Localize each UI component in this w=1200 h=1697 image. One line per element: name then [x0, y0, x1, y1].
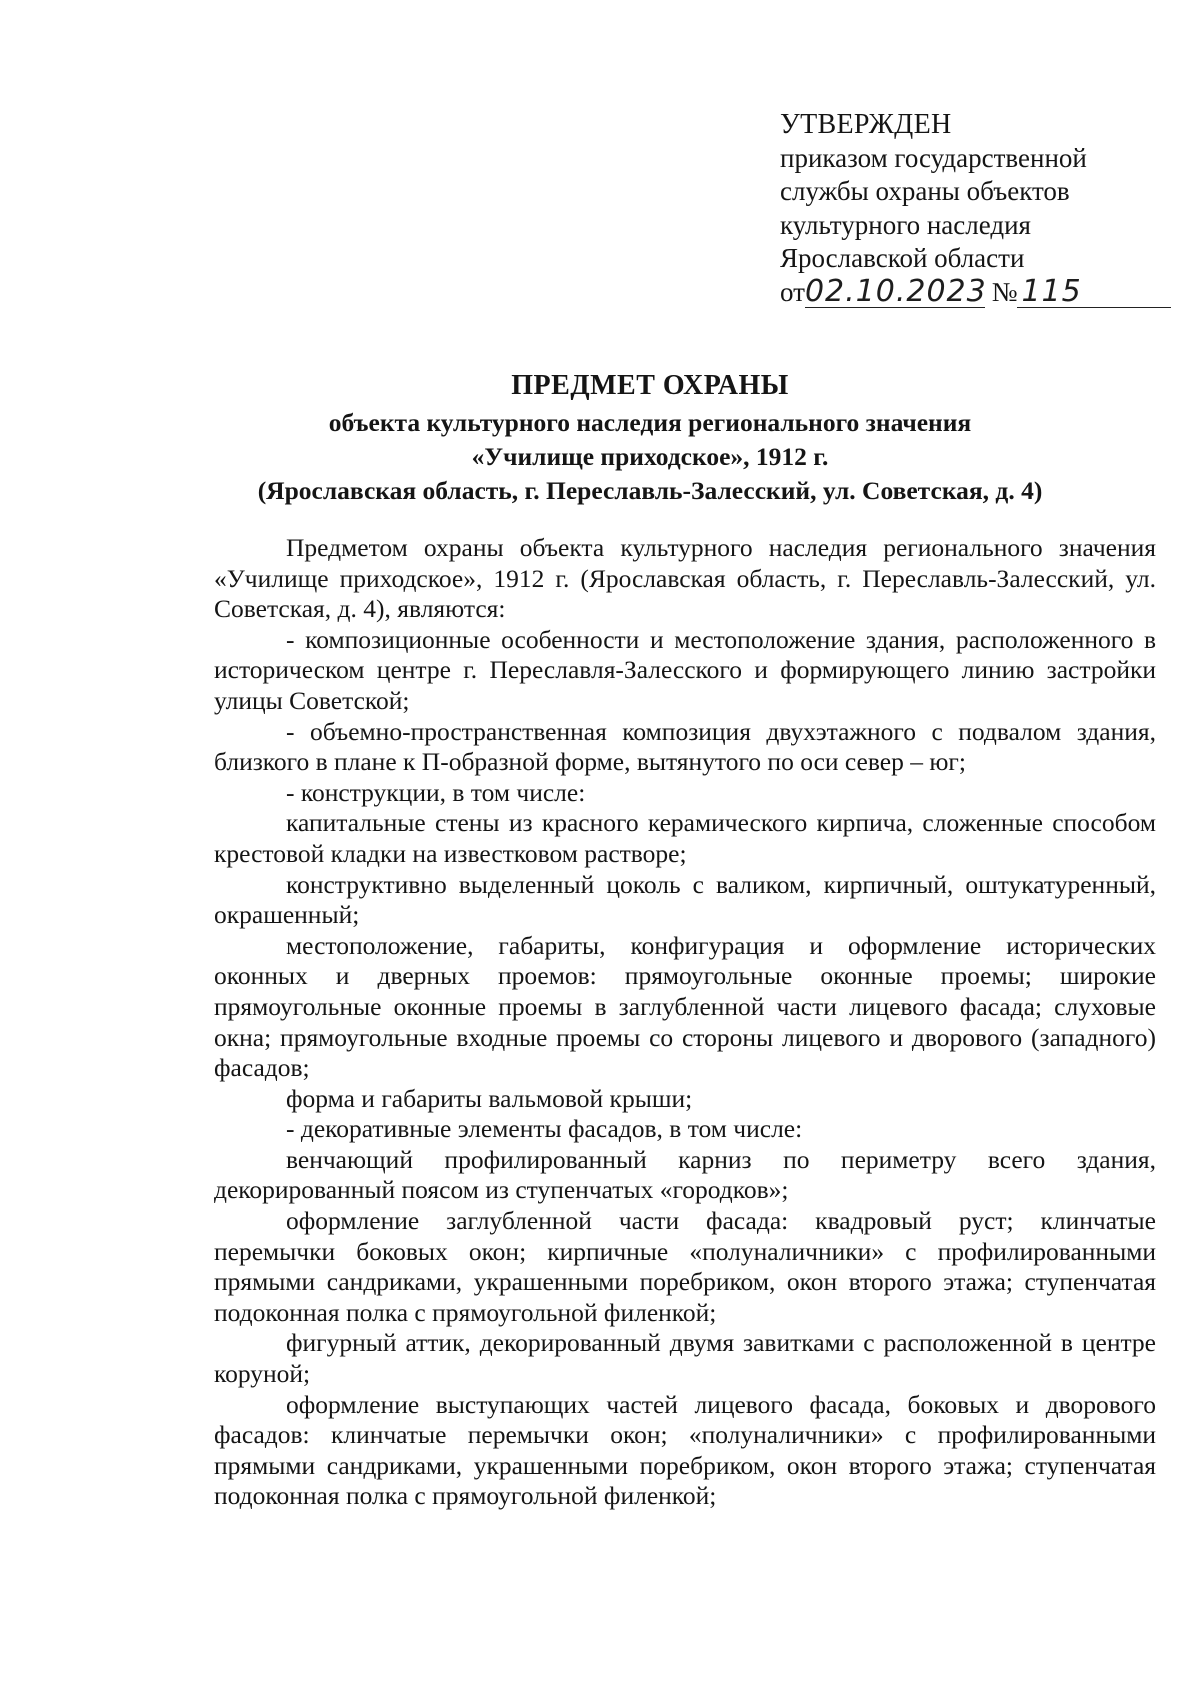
title-main: ПРЕДМЕТ ОХРАНЫ [511, 370, 789, 401]
document-title [150, 366, 1150, 508]
paragraph: Предметом охраны объекта культурного наследия регионального значения «Училище приходское», 1912 г. (Ярославская область, г. Переславль-Залесский, ул. Советская, д. 4), являются: [214, 533, 1156, 624]
handwritten-number: 115 [1017, 277, 1171, 308]
paragraph: - декоративные элементы фасадов, в том числе: [286, 1114, 803, 1144]
paragraph: - конструкции, в том числе: [286, 777, 586, 807]
paragraph: оформление заглубленной части фасада: квадровый руст; клинчатые перемычки боковых окон; кирпичные «полуналичники» с профилированными прямыми сандриками, украшенными поребриком, окон второго этажа; ступенчатая подоконная полка с прямоугольной филенкой; [214, 1206, 1156, 1327]
paragraph: фигурный аттик, декорированный двумя завитками с расположенной в центре коруной; [214, 1328, 1156, 1389]
number-prefix: № [991, 276, 1018, 307]
approval-date-number [780, 273, 1160, 310]
approval-line: культурного наследия [780, 209, 1031, 240]
approval-stamp [780, 108, 1160, 309]
approval-line: службы охраны объектов [780, 176, 1070, 206]
document-body [214, 533, 1156, 1512]
paragraph: капитальные стены из красного керамического кирпича, сложенные способом крестовой кладки на известковом растворе; [214, 808, 1156, 868]
title-line: (Ярославская область, г. Переславль-Залесский, ул. Советская, д. 4) [257, 476, 1043, 505]
paragraph: местоположение, габариты, конфигурация и оформление исторических оконных и дверных проемов: прямоугольные оконные проемы; широкие прямоугольные оконные проемы в заглубленной части лицевого фасада; слуховые окна; прямоугольные входные проемы со стороны лицевого и дворового (западного) фасадов; [214, 930, 1156, 1083]
paragraph: - композиционные особенности и местоположение здания, расположенного в историческом центре г. Переславля-Залесского и формирующего линию застройки улицы Советской; [214, 624, 1156, 715]
paragraph: - объемно-пространственная композиция двухэтажного с подвалом здания, близкого в плане к П-образной форме, вытянутого по оси север – юг; [214, 716, 1156, 777]
paragraph: оформление выступающих частей лицевого фасада, боковых и дворового фасадов: клинчатые перемычки окон; «полуналичники» с профилированными прямыми сандриками, украшенными поребриком, окон второго этажа; ступенчатая подоконная полка с прямоугольной филенкой; [214, 1389, 1156, 1511]
title-line: объекта культурного наследия регионального значения [328, 408, 972, 437]
date-prefix: от [780, 276, 805, 307]
approval-line: приказом государственной [780, 142, 1087, 173]
paragraph: конструктивно выделенный цоколь с валиком, кирпичный, оштукатуренный, окрашенный; [214, 869, 1156, 930]
handwritten-date: 02.10.2023 [804, 273, 987, 309]
title-line: «Училище приходское», 1912 г. [471, 442, 829, 471]
approval-line: Ярославской области [780, 243, 1025, 273]
paragraph: венчающий профилированный карниз по периметру всего здания, декорированный поясом из ступенчатых «городков»; [214, 1144, 1156, 1205]
approval-heading: УТВЕРЖДЕН [780, 109, 952, 140]
paragraph: форма и габариты вальмовой крыши; [286, 1083, 693, 1113]
